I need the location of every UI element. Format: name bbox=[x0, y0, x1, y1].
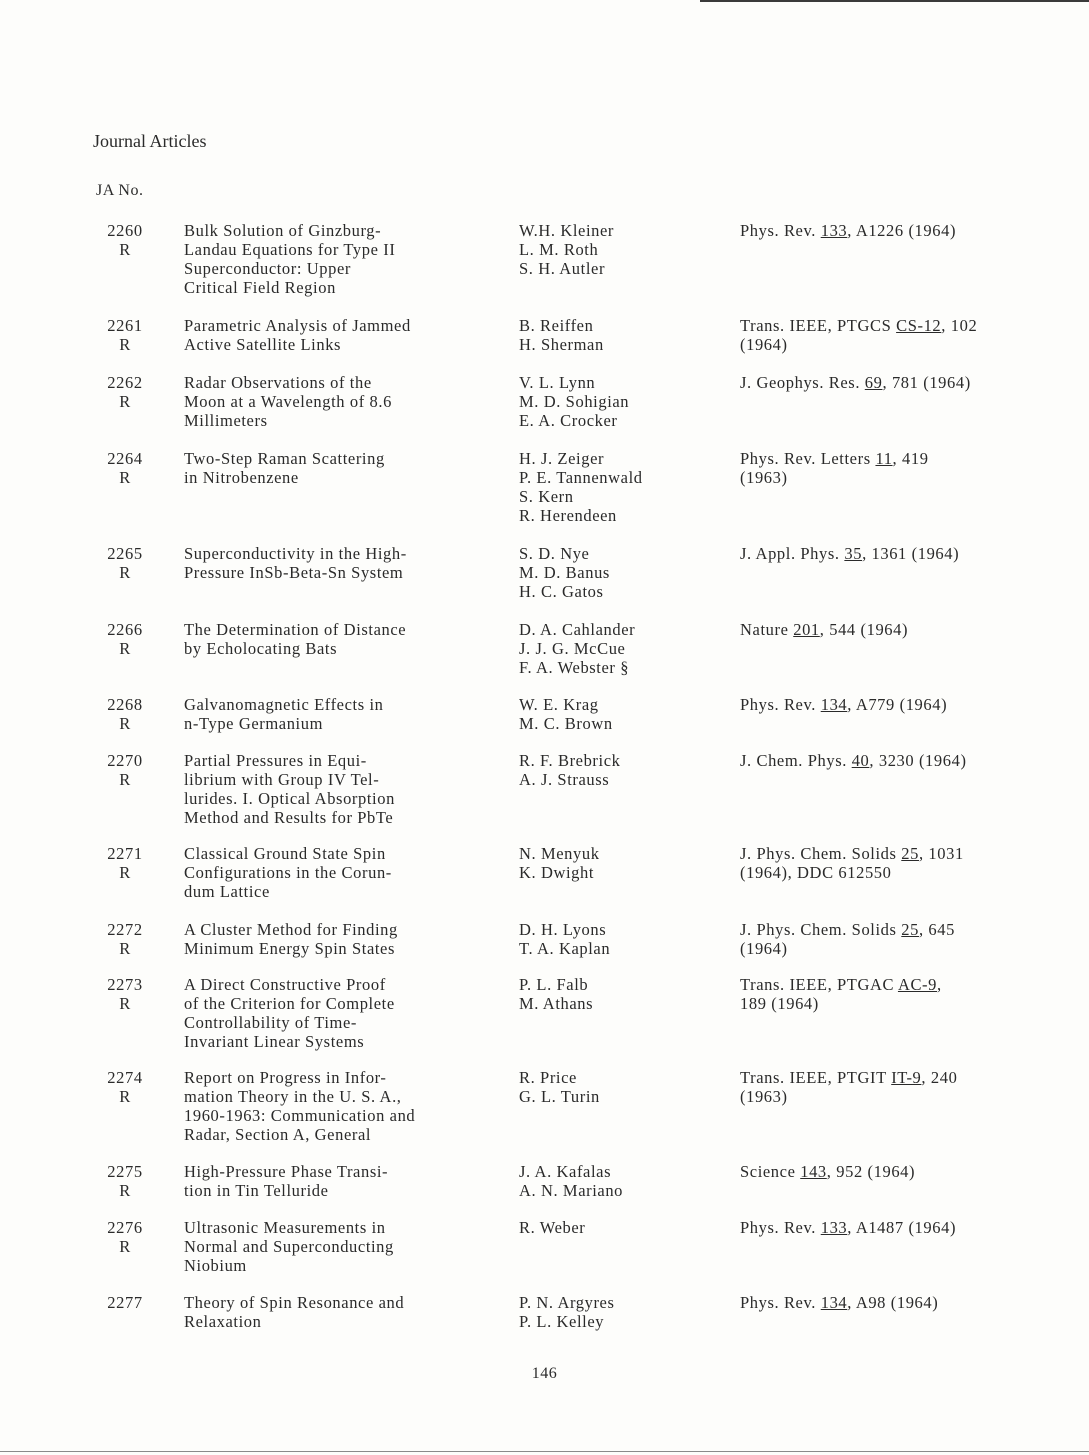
ja-number-value: 2268 bbox=[107, 695, 143, 714]
article-title-line: librium with Group IV Tel- bbox=[184, 770, 380, 789]
ja-number bbox=[98, 1293, 152, 1312]
article-title-line: n-Type Germanium bbox=[184, 714, 324, 733]
author-name: G. L. Turin bbox=[519, 1087, 600, 1106]
ja-number-column-label: JA No. bbox=[96, 182, 144, 199]
ja-number-suffix: R bbox=[119, 392, 131, 411]
citation-line bbox=[740, 335, 1080, 354]
article-title-line: Superconductor: Upper bbox=[184, 259, 352, 278]
article-authors bbox=[519, 975, 729, 1013]
article-title-line: High-Pressure Phase Transi- bbox=[184, 1162, 389, 1181]
section-title: Journal Articles bbox=[93, 131, 207, 151]
ja-number-suffix: R bbox=[119, 468, 131, 487]
article-citation bbox=[740, 844, 1080, 882]
ja-number-suffix: R bbox=[119, 1087, 131, 1106]
article-title bbox=[184, 1293, 504, 1331]
article-citation bbox=[740, 221, 1080, 240]
citation-text: , A779 (1964) bbox=[847, 695, 948, 714]
ja-number bbox=[98, 1068, 152, 1106]
ja-number-value: 2271 bbox=[107, 844, 143, 863]
citation-line bbox=[740, 1068, 1080, 1087]
article-authors bbox=[519, 544, 729, 601]
author-name: E. A. Crocker bbox=[519, 411, 618, 430]
citation-line bbox=[740, 544, 1080, 563]
ja-number-suffix: R bbox=[119, 863, 131, 882]
ja-number-value: 2260 bbox=[107, 221, 143, 240]
author-name: N. Menyuk bbox=[519, 844, 600, 863]
article-title bbox=[184, 620, 504, 658]
ja-number-suffix: R bbox=[119, 335, 131, 354]
article-title-line: Bulk Solution of Ginzburg- bbox=[184, 221, 382, 240]
citation-volume: 11 bbox=[875, 449, 893, 468]
article-title bbox=[184, 695, 504, 733]
ja-number-value: 2264 bbox=[107, 449, 143, 468]
ja-number-suffix: R bbox=[119, 639, 131, 658]
article-title bbox=[184, 1218, 504, 1275]
citation-text: Trans. IEEE, PTGIT bbox=[740, 1068, 892, 1087]
ja-number bbox=[98, 844, 152, 882]
article-authors bbox=[519, 844, 729, 882]
citation-text: , A1487 (1964) bbox=[847, 1218, 957, 1237]
article-title-line: Active Satellite Links bbox=[184, 335, 342, 354]
ja-number-value: 2265 bbox=[107, 544, 143, 563]
article-authors bbox=[519, 1293, 729, 1331]
citation-text: , 1361 (1964) bbox=[862, 544, 960, 563]
ja-number-value: 2270 bbox=[107, 751, 143, 770]
article-title-line: Classical Ground State Spin bbox=[184, 844, 386, 863]
citation-line bbox=[740, 316, 1080, 335]
citation-line bbox=[740, 1162, 1080, 1181]
article-title-line: Controllability of Time- bbox=[184, 1013, 357, 1032]
citation-text: Nature bbox=[740, 620, 794, 639]
article-title bbox=[184, 751, 504, 827]
article-title-line: Relaxation bbox=[184, 1312, 262, 1331]
ja-number bbox=[98, 920, 152, 958]
author-name: P. N. Argyres bbox=[519, 1293, 615, 1312]
citation-text: , A98 (1964) bbox=[847, 1293, 939, 1312]
citation-text: Phys. Rev. bbox=[740, 1218, 821, 1237]
citation-text: , 3230 (1964) bbox=[869, 751, 967, 770]
citation-text: Phys. Rev. bbox=[740, 221, 821, 240]
article-title bbox=[184, 373, 504, 430]
ja-number bbox=[98, 373, 152, 411]
author-name: V. L. Lynn bbox=[519, 373, 596, 392]
article-citation bbox=[740, 316, 1080, 354]
article-authors bbox=[519, 316, 729, 354]
article-citation bbox=[740, 1068, 1080, 1106]
citation-text: , 952 (1964) bbox=[826, 1162, 916, 1181]
ja-number bbox=[98, 620, 152, 658]
citation-volume: 133 bbox=[820, 221, 848, 240]
ja-number-value: 2272 bbox=[107, 920, 143, 939]
article-authors bbox=[519, 1218, 729, 1237]
author-name: H. J. Zeiger bbox=[519, 449, 605, 468]
article-title bbox=[184, 920, 504, 958]
citation-text: Phys. Rev. bbox=[740, 695, 821, 714]
citation-line bbox=[740, 620, 1080, 639]
article-title-line: 1960-1963: Communication and bbox=[184, 1106, 416, 1125]
citation-line bbox=[740, 695, 1080, 714]
article-title bbox=[184, 1162, 504, 1200]
citation-line bbox=[740, 939, 1080, 958]
article-title bbox=[184, 449, 504, 487]
article-citation bbox=[740, 1293, 1080, 1312]
article-title-line: Parametric Analysis of Jammed bbox=[184, 316, 411, 335]
article-title-line: Superconductivity in the High- bbox=[184, 544, 407, 563]
article-title-line: dum Lattice bbox=[184, 882, 270, 901]
ja-number-value: 2262 bbox=[107, 373, 143, 392]
citation-volume: 133 bbox=[820, 1218, 848, 1237]
citation-text: (1964) bbox=[740, 335, 788, 354]
article-title-line: mation Theory in the U. S. A., bbox=[184, 1087, 402, 1106]
article-title-line: Galvanomagnetic Effects in bbox=[184, 695, 384, 714]
article-title-line: Critical Field Region bbox=[184, 278, 336, 297]
author-name: R. Weber bbox=[519, 1218, 586, 1237]
author-name: P. L. Falb bbox=[519, 975, 589, 994]
author-name: J. J. G. McCue bbox=[519, 639, 626, 658]
article-title-line: of the Criterion for Complete bbox=[184, 994, 395, 1013]
article-title-line: Radar Observations of the bbox=[184, 373, 372, 392]
citation-line bbox=[740, 1087, 1080, 1106]
citation-volume: 134 bbox=[820, 695, 848, 714]
citation-line bbox=[740, 221, 1080, 240]
author-name: F. A. Webster § bbox=[519, 658, 630, 677]
author-name: R. Herendeen bbox=[519, 506, 617, 525]
citation-line bbox=[740, 751, 1080, 770]
article-citation bbox=[740, 449, 1080, 487]
citation-text: Phys. Rev. Letters bbox=[740, 449, 876, 468]
ja-number bbox=[98, 1162, 152, 1200]
author-name: D. A. Cahlander bbox=[519, 620, 636, 639]
citation-text: J. Appl. Phys. bbox=[740, 544, 845, 563]
citation-text: J. Chem. Phys. bbox=[740, 751, 852, 770]
citation-text: Phys. Rev. bbox=[740, 1293, 821, 1312]
article-citation bbox=[740, 1218, 1080, 1237]
article-authors bbox=[519, 695, 729, 733]
citation-line bbox=[740, 449, 1080, 468]
article-title-line: Moon at a Wavelength of 8.6 bbox=[184, 392, 392, 411]
article-title-line: Two-Step Raman Scattering bbox=[184, 449, 385, 468]
ja-number-value: 2277 bbox=[107, 1293, 143, 1312]
article-title bbox=[184, 975, 504, 1051]
article-title-line: Ultrasonic Measurements in bbox=[184, 1218, 386, 1237]
author-name: M. Athans bbox=[519, 994, 594, 1013]
citation-volume: 25 bbox=[901, 920, 919, 939]
ja-number-suffix: R bbox=[119, 563, 131, 582]
author-name: B. Reiffen bbox=[519, 316, 594, 335]
article-title-line: lurides. I. Optical Absorption bbox=[184, 789, 395, 808]
article-title-line: Niobium bbox=[184, 1256, 247, 1275]
author-name: S. D. Nye bbox=[519, 544, 590, 563]
article-authors bbox=[519, 449, 729, 525]
citation-line bbox=[740, 994, 1080, 1013]
article-title-line: Method and Results for PbTe bbox=[184, 808, 394, 827]
ja-number-suffix: R bbox=[119, 770, 131, 789]
bottom-edge-rule bbox=[0, 1451, 1089, 1452]
article-title-line: A Direct Constructive Proof bbox=[184, 975, 386, 994]
author-name: R. Price bbox=[519, 1068, 577, 1087]
citation-text: J. Geophys. Res. bbox=[740, 373, 865, 392]
article-title-line: Normal and Superconducting bbox=[184, 1237, 394, 1256]
citation-text: , 544 (1964) bbox=[819, 620, 909, 639]
article-title bbox=[184, 221, 504, 297]
citation-text: J. Phys. Chem. Solids bbox=[740, 844, 902, 863]
page-number: 146 bbox=[531, 1365, 558, 1382]
author-name: D. H. Lyons bbox=[519, 920, 607, 939]
ja-number bbox=[98, 221, 152, 259]
author-name: P. L. Kelley bbox=[519, 1312, 605, 1331]
author-name: S. H. Autler bbox=[519, 259, 606, 278]
citation-line bbox=[740, 373, 1080, 392]
article-citation bbox=[740, 695, 1080, 714]
citation-volume: AC-9 bbox=[897, 975, 938, 994]
citation-text: (1963) bbox=[740, 468, 788, 487]
citation-volume: 201 bbox=[793, 620, 820, 639]
ja-number bbox=[98, 316, 152, 354]
article-title-line: Theory of Spin Resonance and bbox=[184, 1293, 405, 1312]
citation-text: , 102 bbox=[941, 316, 978, 335]
citation-volume: 25 bbox=[901, 844, 919, 863]
article-citation bbox=[740, 920, 1080, 958]
article-authors bbox=[519, 920, 729, 958]
citation-text: Science bbox=[740, 1162, 801, 1181]
citation-text: Trans. IEEE, PTGAC bbox=[740, 975, 898, 994]
citation-text: , bbox=[937, 975, 942, 994]
author-name: R. F. Brebrick bbox=[519, 751, 621, 770]
ja-number bbox=[98, 1218, 152, 1256]
citation-volume: 69 bbox=[864, 373, 883, 392]
article-title bbox=[184, 544, 504, 582]
ja-number-suffix: R bbox=[119, 939, 131, 958]
citation-line bbox=[740, 920, 1080, 939]
ja-number-value: 2275 bbox=[107, 1162, 143, 1181]
article-title bbox=[184, 316, 504, 354]
author-name: S. Kern bbox=[519, 487, 574, 506]
citation-text: (1964) bbox=[740, 939, 788, 958]
article-title-line: Invariant Linear Systems bbox=[184, 1032, 365, 1051]
citation-text: , A1226 (1964) bbox=[847, 221, 957, 240]
article-title-line: The Determination of Distance bbox=[184, 620, 407, 639]
article-title-line: tion in Tin Telluride bbox=[184, 1181, 329, 1200]
ja-number bbox=[98, 449, 152, 487]
citation-volume: 143 bbox=[800, 1162, 827, 1181]
article-title-line: Landau Equations for Type II bbox=[184, 240, 396, 259]
article-title-line: Configurations in the Corun- bbox=[184, 863, 392, 882]
author-name: M. D. Sohigian bbox=[519, 392, 630, 411]
author-name: W.H. Kleiner bbox=[519, 221, 615, 240]
article-citation bbox=[740, 751, 1080, 770]
citation-volume: 134 bbox=[820, 1293, 848, 1312]
ja-number-suffix: R bbox=[119, 714, 131, 733]
citation-text: (1963) bbox=[740, 1087, 788, 1106]
citation-volume: 40 bbox=[851, 751, 870, 770]
ja-number bbox=[98, 544, 152, 582]
citation-line bbox=[740, 844, 1080, 863]
citation-text: , 419 bbox=[892, 449, 929, 468]
author-name: H. Sherman bbox=[519, 335, 604, 354]
author-name: A. N. Mariano bbox=[519, 1181, 624, 1200]
author-name: K. Dwight bbox=[519, 863, 595, 882]
citation-text: Trans. IEEE, PTGCS bbox=[740, 316, 897, 335]
author-name: M. C. Brown bbox=[519, 714, 613, 733]
citation-volume: IT-9 bbox=[891, 1068, 922, 1087]
ja-number-value: 2273 bbox=[107, 975, 143, 994]
ja-number bbox=[98, 975, 152, 1013]
ja-number-value: 2266 bbox=[107, 620, 143, 639]
ja-number-suffix: R bbox=[119, 240, 131, 259]
citation-line bbox=[740, 1218, 1080, 1237]
article-authors bbox=[519, 1068, 729, 1106]
citation-text: , 781 (1964) bbox=[882, 373, 971, 392]
article-citation bbox=[740, 1162, 1080, 1181]
article-authors bbox=[519, 373, 729, 430]
citation-volume: CS-12 bbox=[896, 316, 942, 335]
author-name: M. D. Banus bbox=[519, 563, 610, 582]
article-authors bbox=[519, 1162, 729, 1200]
citation-text: (1964), DDC 612550 bbox=[740, 863, 892, 882]
author-name: P. E. Tannenwald bbox=[519, 468, 643, 487]
article-title-line: A Cluster Method for Finding bbox=[184, 920, 398, 939]
article-citation bbox=[740, 373, 1080, 392]
article-citation bbox=[740, 975, 1080, 1013]
article-authors bbox=[519, 751, 729, 789]
article-title-line: Radar, Section A, General bbox=[184, 1125, 372, 1144]
article-title-line: Pressure InSb-Beta-Sn System bbox=[184, 563, 404, 582]
citation-volume: 35 bbox=[844, 544, 863, 563]
article-title-line: Partial Pressures in Equi- bbox=[184, 751, 367, 770]
citation-line bbox=[740, 468, 1080, 487]
citation-text: , 1031 bbox=[918, 844, 964, 863]
article-title-line: in Nitrobenzene bbox=[184, 468, 299, 487]
article-title bbox=[184, 844, 504, 901]
article-citation bbox=[740, 620, 1080, 639]
article-title bbox=[184, 1068, 504, 1144]
citation-text: 189 (1964) bbox=[740, 994, 819, 1013]
ja-number bbox=[98, 695, 152, 733]
ja-number-value: 2274 bbox=[107, 1068, 143, 1087]
citation-text: , 645 bbox=[918, 920, 955, 939]
ja-number-suffix: R bbox=[119, 1237, 131, 1256]
citation-text: J. Phys. Chem. Solids bbox=[740, 920, 902, 939]
author-name: J. A. Kafalas bbox=[519, 1162, 612, 1181]
article-citation bbox=[740, 544, 1080, 563]
citation-line bbox=[740, 1293, 1080, 1312]
ja-number-suffix: R bbox=[119, 1181, 131, 1200]
ja-number-suffix: R bbox=[119, 994, 131, 1013]
citation-text: , 240 bbox=[921, 1068, 958, 1087]
ja-number-value: 2261 bbox=[107, 316, 143, 335]
top-edge-rule bbox=[700, 0, 1089, 2]
article-title-line: Millimeters bbox=[184, 411, 268, 430]
ja-number bbox=[98, 751, 152, 789]
author-name: T. A. Kaplan bbox=[519, 939, 611, 958]
author-name: W. E. Krag bbox=[519, 695, 599, 714]
article-authors bbox=[519, 620, 729, 677]
citation-line bbox=[740, 975, 1080, 994]
article-title-line: by Echolocating Bats bbox=[184, 639, 338, 658]
article-authors bbox=[519, 221, 729, 278]
citation-line bbox=[740, 863, 1080, 882]
article-title-line: Report on Progress in Infor- bbox=[184, 1068, 387, 1087]
ja-number-value: 2276 bbox=[107, 1218, 143, 1237]
author-name: L. M. Roth bbox=[519, 240, 599, 259]
author-name: H. C. Gatos bbox=[519, 582, 604, 601]
article-title-line: Minimum Energy Spin States bbox=[184, 939, 396, 958]
author-name: A. J. Strauss bbox=[519, 770, 610, 789]
